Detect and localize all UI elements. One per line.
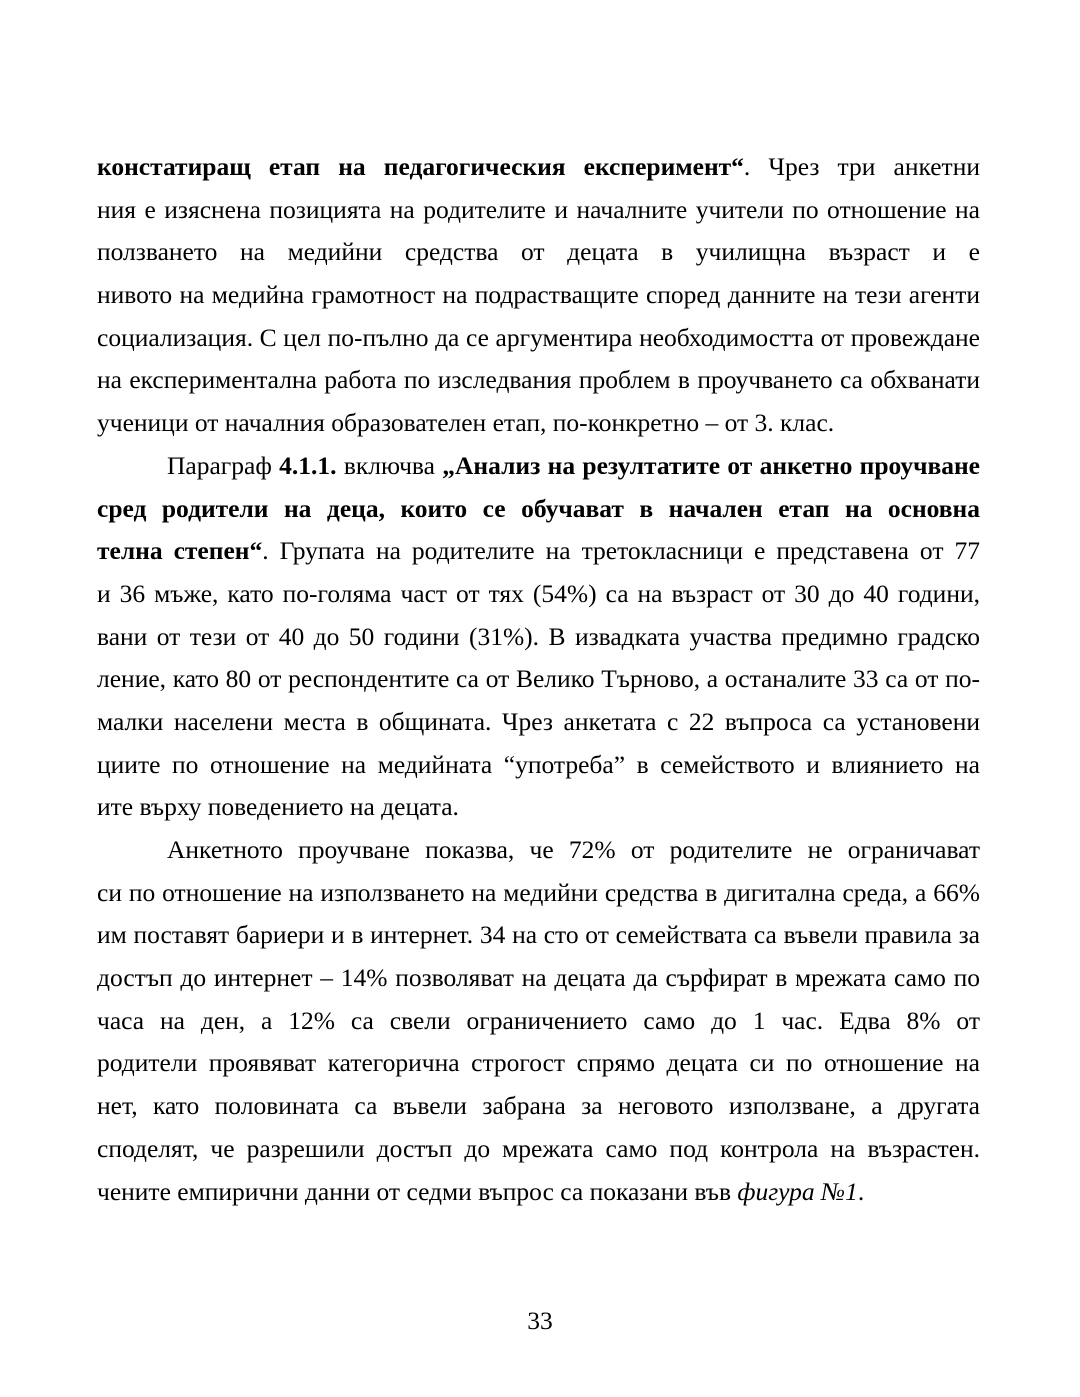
page-number: 33 bbox=[527, 1306, 553, 1335]
text-line bbox=[97, 744, 980, 787]
text-line bbox=[97, 359, 980, 402]
text-segment-regular: им поставят бариери и в интернет. 34 на сто от семействата са въвели правила за bbox=[97, 920, 980, 950]
text-segment-bold: сред родители на деца, които се обучават в начален етап на основна bbox=[97, 493, 980, 523]
text-segment-regular: Параграф bbox=[167, 450, 280, 480]
paragraph bbox=[97, 146, 980, 445]
text-segment-regular: социализация. С цел по-пълно да се аргументира необходимостта от провеждане bbox=[97, 322, 980, 352]
text-line bbox=[97, 658, 980, 701]
text-line bbox=[97, 530, 980, 573]
text-line bbox=[97, 1171, 980, 1214]
text-segment-regular: и 36 мъже, като по-голяма част от тях (54%) са на възраст от 30 до 40 години, bbox=[97, 578, 980, 608]
text-segment-regular: малки населени места в общината. Чрез анкетата с 22 въпроса са установени bbox=[97, 706, 980, 736]
text-line bbox=[97, 317, 980, 360]
text-segment-regular: ползването на медийни средства от децата в училищна възраст и е bbox=[97, 237, 980, 267]
text-line bbox=[97, 1000, 980, 1043]
text-segment-regular: ния е изяснена позицията на родителите и началните учители по отношение на bbox=[97, 194, 980, 224]
text-line bbox=[97, 957, 980, 1000]
text-segment-regular: вани от тези от 40 до 50 години (31%). В извадката участва предимно градско bbox=[97, 621, 980, 651]
text-segment-regular: часа на ден, а 12% са свели ограничението само до 1 час. Едва 8% от bbox=[97, 1005, 980, 1035]
text-line bbox=[97, 189, 980, 232]
paragraph bbox=[97, 829, 980, 1213]
text-line bbox=[97, 445, 980, 488]
text-segment-regular: родители проявяват категорична строгост спрямо децата си по отношение на bbox=[97, 1048, 980, 1078]
text-segment-regular: . bbox=[857, 1176, 865, 1206]
text-segment-bold: „Анализ на резултатите от анкетно проучване bbox=[442, 450, 980, 480]
text-line bbox=[97, 1042, 980, 1085]
text-line bbox=[97, 1128, 980, 1171]
text-line bbox=[97, 872, 980, 915]
text-line bbox=[97, 274, 980, 317]
text-segment-regular: циите по отношение на медийната “употреба” в семейството и влиянието на bbox=[97, 749, 980, 779]
text-segment-regular: . Групата на родителите на третокласници е представена от 77 bbox=[262, 536, 980, 566]
text-line bbox=[97, 616, 980, 659]
text-segment-regular: . Чрез три анкетни bbox=[743, 152, 980, 181]
text-segment-italic: фигура №1 bbox=[737, 1176, 858, 1206]
text-line bbox=[97, 402, 980, 445]
text-line bbox=[97, 829, 980, 872]
text-segment-bold: 4.1.1. bbox=[279, 450, 337, 480]
text-line bbox=[97, 146, 980, 189]
text-segment-regular: ление, като 80 от респондентите са от Велико Търново, а останалите 33 са от по- bbox=[97, 664, 980, 694]
paragraph bbox=[97, 445, 980, 829]
text-segment-bold: констатиращ етап на педагогическия експеримент“ bbox=[97, 152, 744, 181]
text-segment-regular: на експериментална работа по изследвания проблем в проучването са обхванати bbox=[97, 365, 980, 395]
text-segment-regular: ите върху поведението на децата. bbox=[97, 792, 459, 822]
text-line bbox=[97, 231, 980, 274]
text-segment-regular: нет, като половината са въвели забрана за неговото използване, а другата bbox=[97, 1091, 980, 1121]
text-segment-regular: чените емпирични данни от седми въпрос са показани във bbox=[97, 1176, 738, 1206]
text-segment-regular: Анкетното проучване показва, че 72% от родителите не ограничават bbox=[167, 835, 980, 864]
text-segment-regular: нивото на медийна грамотност на подрастващите според данните на тези агенти bbox=[97, 280, 980, 310]
text-line bbox=[97, 573, 980, 616]
text-line bbox=[97, 488, 980, 531]
text-segment-regular: си по отношение на използването на медийни средства в дигитална среда, а 66% bbox=[97, 877, 980, 907]
document-text-block bbox=[97, 146, 980, 1213]
text-line bbox=[97, 1085, 980, 1128]
text-line bbox=[97, 786, 980, 829]
text-line bbox=[97, 914, 980, 957]
text-segment-regular: достъп до интернет – 14% позволяват на децата да сърфират в мрежата само по bbox=[97, 963, 980, 993]
text-segment-regular: споделят, че разрешили достъп до мрежата само под контрола на възрастен. bbox=[97, 1133, 980, 1163]
text-line bbox=[97, 701, 980, 744]
text-segment-regular: ученици от началния образователен етап, по-конкретно – от 3. клас. bbox=[97, 408, 835, 438]
text-segment-bold: телна степен“ bbox=[97, 536, 263, 566]
text-segment-regular: включва bbox=[336, 450, 443, 480]
